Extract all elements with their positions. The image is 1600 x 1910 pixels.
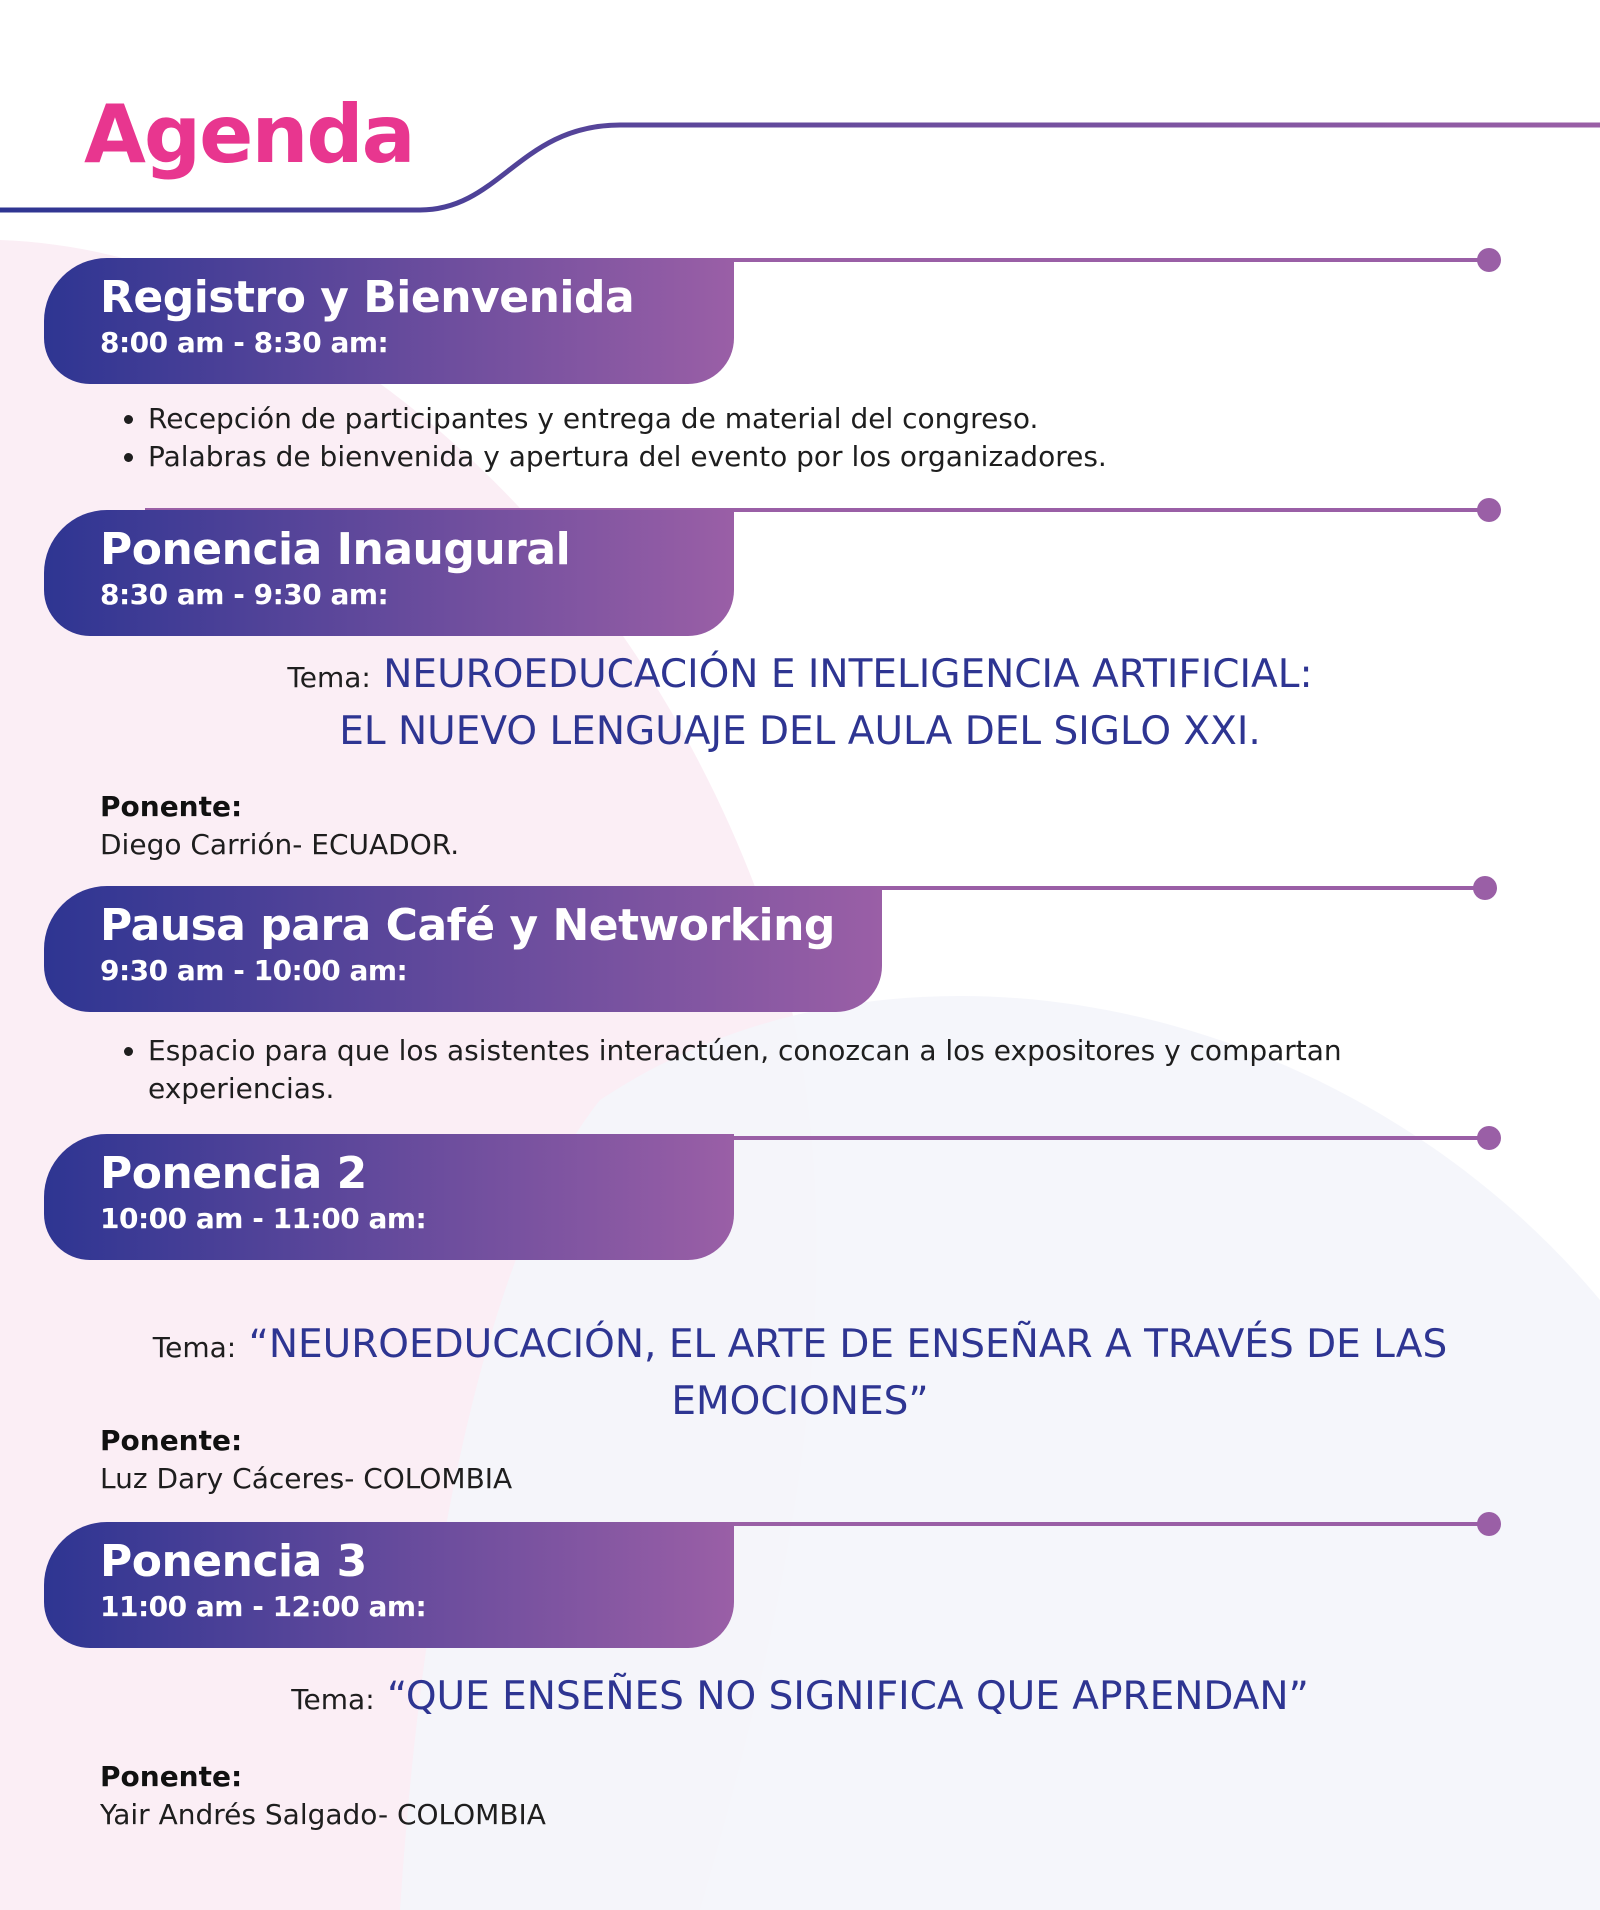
ponente-label: Ponente: xyxy=(100,790,243,823)
session-header-pausa xyxy=(44,886,882,1012)
section-line-5 xyxy=(690,1522,1490,1526)
tema-label: Tema: xyxy=(291,1683,375,1716)
session-header-ponencia-2 xyxy=(44,1134,734,1260)
bullet-item: • Recepción de participantes y entrega de material del congreso. xyxy=(148,400,1500,438)
tema-line-1: Tema: “NEUROEDUCACIÓN, EL ARTE DE ENSEÑAR A TRAVÉS DE LAS xyxy=(152,1322,1448,1367)
session-time: 9:30 am - 10:00 am: xyxy=(100,954,408,987)
page-title: Agenda xyxy=(84,88,414,181)
section-dot-3 xyxy=(1473,876,1497,900)
section-line-4 xyxy=(690,1136,1490,1140)
ponente-name: Diego Carrión- ECUADOR. xyxy=(100,828,460,861)
bullet-item: • Palabras de bienvenida y apertura del evento por los organizadores. xyxy=(148,438,1500,476)
session-time: 10:00 am - 11:00 am: xyxy=(100,1202,427,1235)
session-title: Ponencia 3 xyxy=(100,1536,367,1587)
tema-label: Tema: xyxy=(152,1331,237,1364)
ponente-name: Yair Andrés Salgado- COLOMBIA xyxy=(100,1798,546,1831)
ponente-name: Luz Dary Cáceres- COLOMBIA xyxy=(100,1462,513,1495)
session-time: 11:00 am - 12:00 am: xyxy=(100,1590,427,1623)
ponente-label: Ponente: xyxy=(100,1424,243,1457)
session-time: 8:30 am - 9:30 am: xyxy=(100,578,389,611)
session-bullets-registro xyxy=(100,400,1500,476)
session-header-ponencia-3 xyxy=(44,1522,734,1648)
section-line-3 xyxy=(835,886,1485,890)
session-title: Ponencia 2 xyxy=(100,1148,367,1199)
session-title: Pausa para Café y Networking xyxy=(100,900,835,951)
bullet-item: • Espacio para que los asistentes interactúen, conozcan a los expositores y compartan experiencias. xyxy=(148,1032,1500,1108)
session-title: Ponencia Inaugural xyxy=(100,524,571,575)
tema-line-1: Tema: NEUROEDUCACIÓN E INTELIGENCIA ARTIFICIAL: xyxy=(287,652,1313,697)
ponente-label: Ponente: xyxy=(100,1760,243,1793)
tema-line-2: EL NUEVO LENGUAJE DEL AULA DEL SIGLO XXI. xyxy=(339,709,1261,754)
session-time: 8:00 am - 8:30 am: xyxy=(100,326,389,359)
tema-line-1: Tema: “QUE ENSEÑES NO SIGNIFICA QUE APRENDAN” xyxy=(291,1674,1309,1719)
tema-inaugural xyxy=(0,648,1600,759)
section-dot-1 xyxy=(1477,248,1501,272)
tema-label: Tema: xyxy=(287,661,371,694)
tema-ponencia-3 xyxy=(0,1670,1600,1727)
session-header-inaugural xyxy=(44,510,734,636)
section-line-1 xyxy=(690,258,1490,262)
section-dot-2 xyxy=(1477,498,1501,522)
tema-ponencia-2 xyxy=(0,1318,1600,1429)
session-bullets-pausa xyxy=(100,1032,1500,1108)
tema-line-2: EMOCIONES” xyxy=(671,1379,929,1424)
section-dot-5 xyxy=(1477,1512,1501,1536)
session-header-registro xyxy=(44,258,734,384)
session-title: Registro y Bienvenida xyxy=(100,272,635,323)
section-dot-4 xyxy=(1477,1126,1501,1150)
